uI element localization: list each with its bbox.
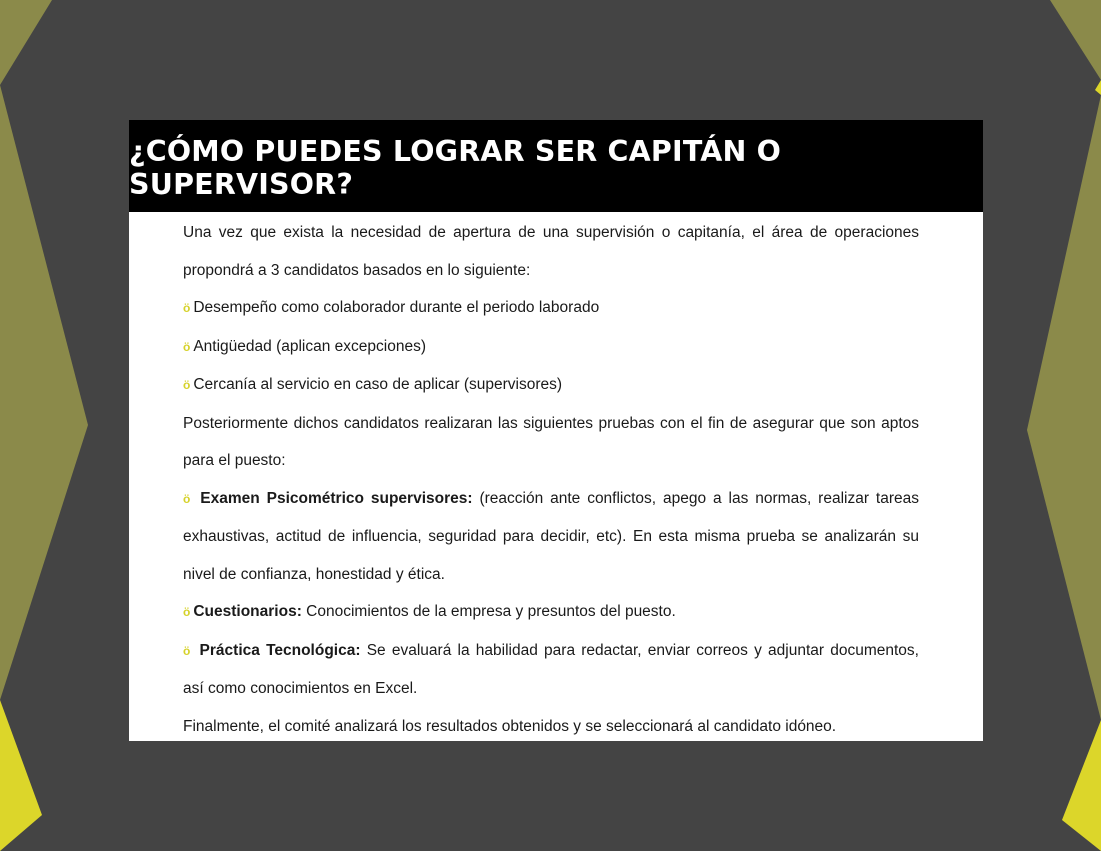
bullet-icon: ö [183, 301, 191, 315]
test-label: Práctica Tecnológica: [199, 641, 361, 659]
test-text: Se evaluará la habilidad para redactar, enviar correos y adjuntar documentos, así como conocimientos en Excel. [183, 641, 919, 697]
test-item [183, 480, 919, 594]
left-olive-side-shape [0, 85, 88, 700]
bullet-icon: ö [183, 605, 191, 619]
criteria-text: Desempeño como colaborador durante el periodo laborado [193, 299, 600, 316]
bullet-icon: ö [183, 643, 191, 658]
intro-paragraph: Una vez que exista la necesidad de apertura de una supervisión o capitanía, el área de operaciones propondrá a 3 candidatos basados en lo siguiente: [183, 224, 919, 279]
test-label: Examen Psicométrico supervisores: [200, 489, 473, 507]
criteria-text: Cercanía al servicio en caso de aplicar (supervisores) [193, 376, 563, 393]
card-header [129, 120, 983, 212]
card-body [129, 212, 983, 745]
test-label: Cuestionarios: [193, 603, 302, 620]
left-olive-top-shape [0, 0, 52, 85]
left-yellow-shape [0, 700, 42, 851]
tests-intro-paragraph: Posteriormente dichos candidatos realizaran las siguientes pruebas con el fin de asegurar que son aptos para el puesto: [183, 414, 919, 469]
bullet-icon: ö [183, 378, 191, 392]
right-olive-top-shape [1050, 0, 1101, 80]
page-title: ¿CÓMO PUEDES LOGRAR SER CAPITÁN O SUPERVISOR? [129, 135, 782, 201]
test-item [183, 593, 919, 632]
criteria-item [183, 328, 919, 367]
bullet-icon: ö [183, 339, 191, 354]
test-text: (reacción ante conflictos, apego a las normas, realizar tareas exhaustivas, actitud de influencia, seguridad para decidir, etc). En esta misma prueba se analizarán su nivel de confianza, honestidad y ética. [183, 489, 919, 583]
right-olive-side-shape [1027, 95, 1101, 720]
test-item [183, 632, 919, 708]
bullet-icon: ö [183, 491, 191, 506]
criteria-item [183, 366, 919, 405]
info-card [129, 120, 983, 741]
right-yellow-top-shape [1095, 80, 1101, 95]
test-text: Conocimientos de la empresa y presuntos del puesto. [301, 603, 676, 620]
right-yellow-bottom-shape [1062, 720, 1101, 851]
conclusion-paragraph: Finalmente, el comité analizará los resultados obtenidos y se seleccionará al candidato idóneo. [183, 717, 837, 735]
criteria-text: Antigüedad (aplican excepciones) [193, 337, 426, 355]
criteria-item [183, 289, 919, 328]
